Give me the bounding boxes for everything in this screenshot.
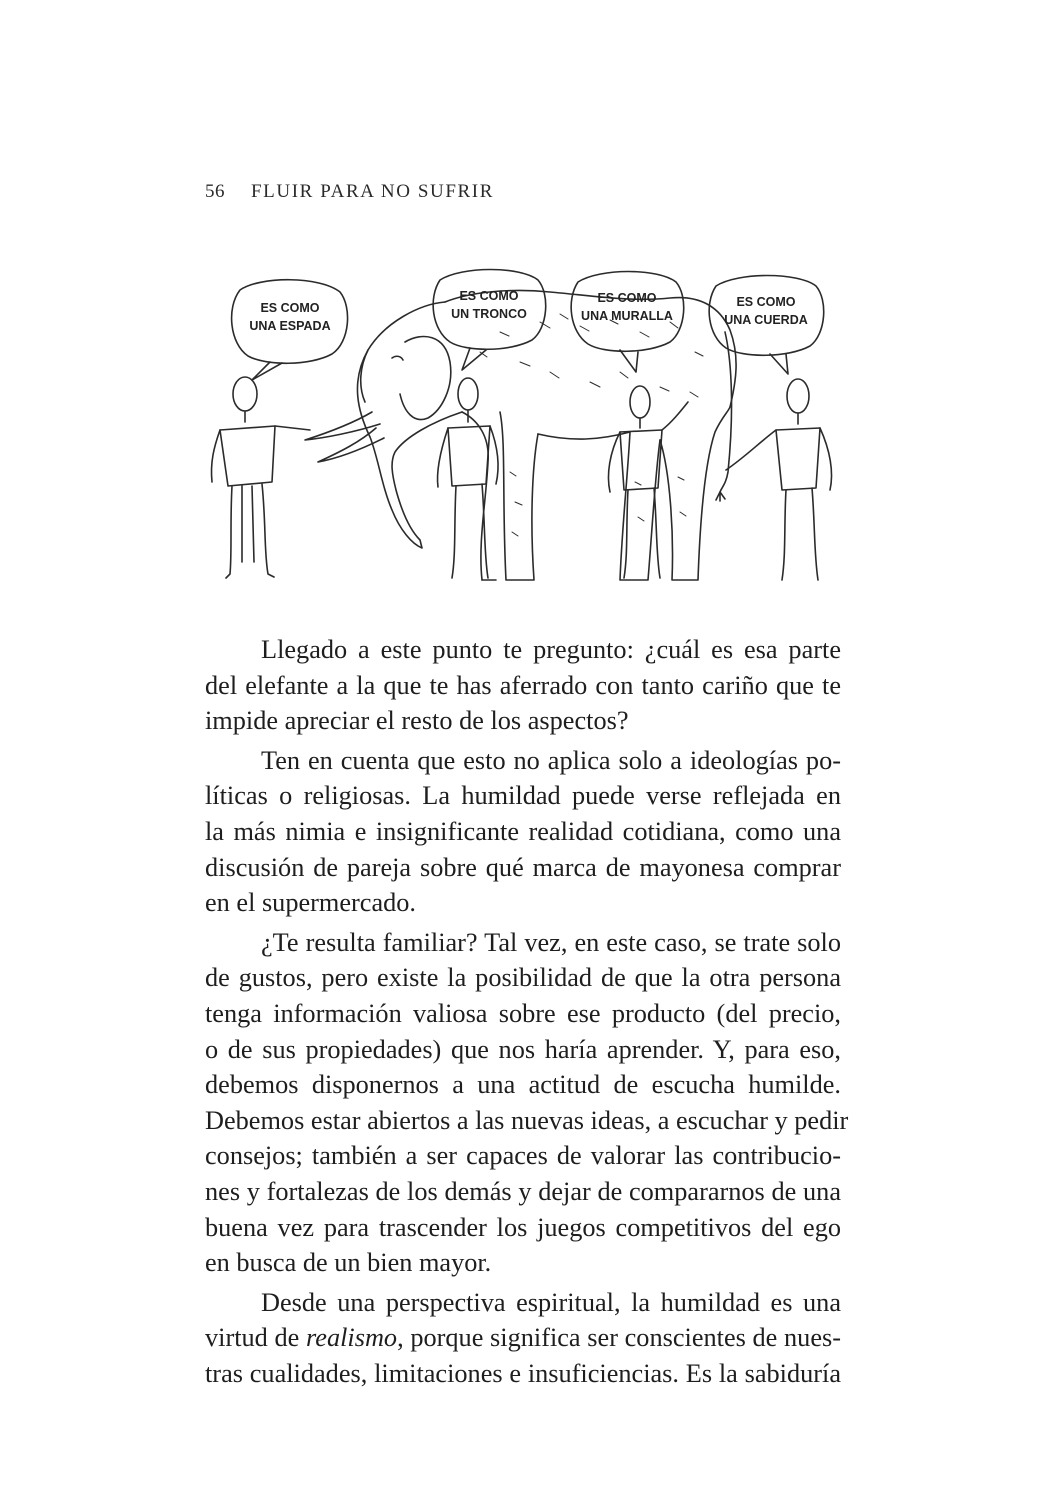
text-line: en el supermercado. <box>205 888 417 918</box>
paragraph-3 <box>205 925 849 1281</box>
elephant-drawing <box>305 290 736 580</box>
person-figure-4 <box>726 379 832 580</box>
text-line-with-italic <box>205 1320 841 1356</box>
blind-men-and-elephant-drawing <box>200 262 840 587</box>
book-title: FLUIR PARA NO SUFRIR <box>251 181 495 202</box>
text-segment: virtud de <box>205 1323 307 1353</box>
text-line: ¿Te resulta familiar? Tal vez, en este caso, se trate solo <box>261 927 841 957</box>
bubble-3-line-1: ES COMO <box>597 291 657 305</box>
text-line: del elefante a la que te has aferrado con tanto cariño que te <box>205 670 841 700</box>
paragraph-4 <box>205 1285 841 1392</box>
text-line: Llegado a este punto te pregunto: ¿cuál es esa parte <box>261 635 841 664</box>
text-line: Debemos estar abiertos a las nuevas ideas, a escuchar y pedir <box>205 1105 849 1135</box>
paragraph-2 <box>205 743 841 921</box>
text-line: impide apreciar el resto de los aspectos? <box>205 706 629 736</box>
text-line: Ten en cuenta que esto no aplica solo a ideologías po- <box>261 745 841 775</box>
bubble-2-line-1: ES COMO <box>459 289 519 303</box>
text-line: nes y fortalezas de los demás y dejar de compararnos de una <box>205 1176 841 1206</box>
person-figure-2 <box>437 378 498 578</box>
person-figure-1 <box>211 377 310 578</box>
italic-word: realismo <box>306 1323 398 1353</box>
page-number: 56 <box>205 181 225 202</box>
bubble-4-line-1: ES COMO <box>736 295 796 309</box>
bubble-3-line-2: UNA MURALLA <box>581 309 673 323</box>
person-figure-3 <box>608 386 688 578</box>
text-line: de gustos, pero existe la posibilidad de que la otra persona <box>205 963 841 993</box>
text-line: en busca de un bien mayor. <box>205 1248 492 1278</box>
bubble-1-line-1: ES COMO <box>260 301 320 315</box>
text-line: líticas o religiosas. La humildad puede verse reflejada en <box>205 781 841 811</box>
text-line: Desde una perspectiva espiritual, la humildad es una <box>261 1287 841 1317</box>
body-text <box>205 632 849 1391</box>
text-line: debemos disponernos a una actitud de escucha humilde. <box>205 1070 841 1100</box>
text-line: buena vez para trascender los juegos competitivos del ego <box>205 1212 841 1242</box>
text-line: tenga información valiosa sobre ese producto (del precio, <box>205 998 841 1028</box>
paragraph-1 <box>205 632 841 739</box>
bubble-2-line-2: UN TRONCO <box>451 307 527 321</box>
text-line: la más nimia e insignificante realidad cotidiana, como una <box>205 816 841 846</box>
text-line: consejos; también a ser capaces de valorar las contribucio- <box>205 1141 841 1171</box>
running-header <box>205 181 494 203</box>
text-line: discusión de pareja sobre qué marca de mayonesa comprar <box>205 852 841 882</box>
text-line: tras cualidades, limitaciones e insuficiencias. Es la sabiduría <box>205 1358 841 1388</box>
elephant-illustration <box>200 262 840 587</box>
text-line: o de sus propiedades) que nos haría aprender. Y, para eso, <box>205 1034 841 1064</box>
bubble-4-line-2: UNA CUERDA <box>724 313 808 327</box>
text-segment: , porque significa ser conscientes de nues- <box>397 1323 841 1353</box>
bubble-1-line-2: UNA ESPADA <box>249 319 331 333</box>
